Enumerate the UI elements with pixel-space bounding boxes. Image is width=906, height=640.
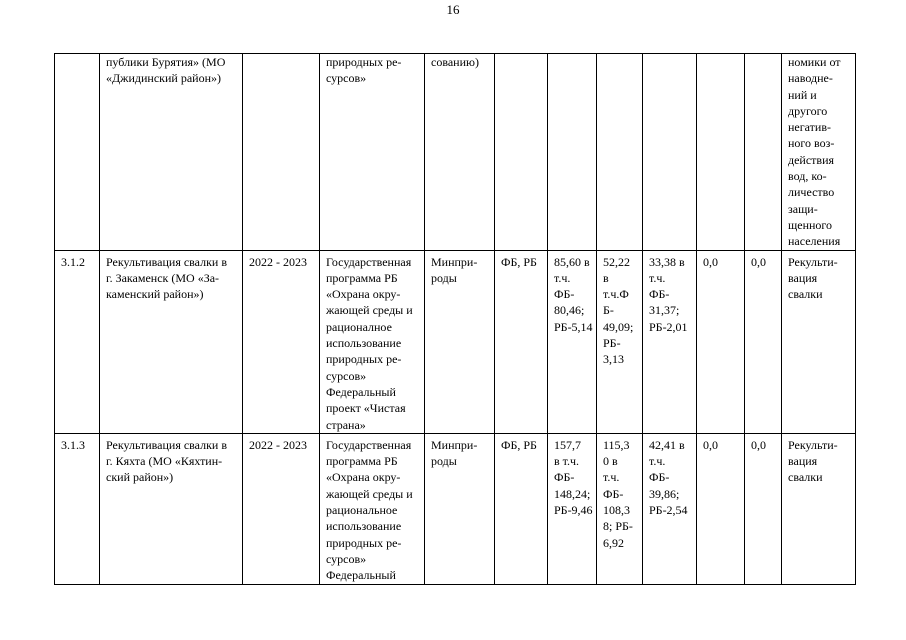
cell-text-line: РБ-5,14: [554, 319, 593, 334]
cell-text-line: 6,92: [603, 535, 624, 550]
cell-text-line: использование: [326, 336, 402, 351]
cell-text-line: свалки: [788, 287, 823, 302]
cell-text: 0,0: [703, 437, 718, 452]
year-3-amount-cell: [697, 54, 745, 251]
funding-source-cell: [495, 433, 548, 584]
cell-text-line: 148,24;: [554, 486, 591, 501]
cell-text-line: Федеральный: [326, 568, 396, 583]
executor-cell: [425, 433, 495, 584]
cell-text-line: программа РБ: [326, 454, 398, 469]
cell-text-line: жающей среды и: [326, 303, 413, 318]
cell-text-line: 31,37;: [649, 303, 680, 318]
cell-text-line: свалки: [788, 470, 823, 485]
cell-text: 2022 - 2023: [249, 254, 307, 269]
funding-source-cell: [495, 54, 548, 251]
cell-text-line: РБ-2,54: [649, 503, 688, 518]
cell-text-line: «Охрана окру-: [326, 287, 401, 302]
program-cell: [320, 54, 425, 251]
total-amount-cell: [548, 54, 597, 251]
table-row: [55, 433, 856, 584]
cell-text-line: 157,7: [554, 437, 581, 452]
item-number-cell: [55, 433, 100, 584]
cell-text-line: Государственная: [326, 254, 412, 269]
cell-text-line: «Джидинский район»): [106, 71, 222, 86]
cell-text-line: природных ре-: [326, 352, 402, 367]
cell-text: 0,0: [751, 254, 766, 269]
cell-text-line: Рекульти-: [788, 254, 838, 269]
cell-text-line: Федеральный: [326, 384, 396, 399]
cell-text-line: в: [603, 270, 609, 285]
cell-text-line: ного воз-: [788, 136, 835, 151]
cell-text-line: действия: [788, 152, 835, 167]
cell-text-line: природных ре-: [326, 535, 402, 550]
cell-text-line: Б-: [603, 303, 614, 318]
cell-text-line: негатив-: [788, 120, 832, 135]
cell-text-line: т.ч.: [649, 270, 666, 285]
cell-text-line: 0 в: [603, 454, 618, 469]
item-name-cell: [100, 433, 243, 584]
cell-text: 0,0: [751, 437, 766, 452]
cell-text: ФБ, РБ: [501, 437, 537, 452]
cell-text-line: сованию): [431, 55, 479, 69]
cell-text-line: проект «Чистая: [326, 401, 406, 416]
cell-text-line: т.ч.Ф: [603, 287, 629, 302]
cell-text-line: жающей среды и: [326, 486, 413, 501]
cell-text-line: РБ-9,46: [554, 503, 593, 518]
cell-text-line: щенного: [788, 217, 833, 232]
cell-text-line: 115,3: [603, 437, 630, 452]
cell-text-line: природных ре-: [326, 55, 402, 69]
cell-text-line: ФБ-: [649, 470, 670, 485]
cell-text-line: РБ-: [603, 336, 621, 351]
period-cell: [243, 250, 320, 433]
program-table: [54, 53, 856, 585]
year-4-amount-cell: [745, 54, 782, 251]
cell-text-line: г. Закаменск (МО «За-: [106, 270, 220, 285]
total-amount-cell: [548, 250, 597, 433]
program-cell: [320, 250, 425, 433]
cell-text-line: вация: [788, 270, 818, 285]
period-cell: [243, 54, 320, 251]
cell-text: 2022 - 2023: [249, 437, 307, 452]
expected-result-cell: [782, 433, 856, 584]
cell-text: 3.1.3: [61, 437, 85, 452]
year-2-amount-cell: [643, 250, 697, 433]
cell-text-line: другого: [788, 103, 828, 118]
cell-text-line: сурсов»: [326, 551, 367, 566]
cell-text-line: населения: [788, 234, 841, 249]
cell-text-line: публики Бурятия» (МО: [106, 55, 226, 69]
cell-text-line: т.ч.: [649, 454, 666, 469]
cell-text-line: 33,38 в: [649, 254, 685, 269]
year-1-amount-cell: [597, 433, 643, 584]
cell-text: 0,0: [703, 254, 718, 269]
cell-text-line: 108,3: [603, 503, 630, 518]
cell-text-line: т.ч.: [554, 270, 571, 285]
executor-cell: [425, 250, 495, 433]
cell-text-line: наводне-: [788, 71, 833, 86]
total-amount-cell: [548, 433, 597, 584]
period-cell: [243, 433, 320, 584]
cell-text-line: Рекульти-: [788, 437, 838, 452]
table-body: [55, 54, 856, 585]
year-1-amount-cell: [597, 250, 643, 433]
cell-text-line: 8; РБ-: [603, 519, 633, 534]
cell-text-line: 42,41 в: [649, 437, 685, 452]
table-row: [55, 250, 856, 433]
cell-text-line: роды: [431, 454, 457, 469]
cell-text-line: РБ-2,01: [649, 319, 688, 334]
cell-text-line: ФБ-: [603, 486, 624, 501]
year-2-amount-cell: [643, 433, 697, 584]
cell-text-line: Рекультивация свалки в: [106, 437, 228, 452]
cell-text: ФБ, РБ: [501, 254, 537, 269]
cell-text-line: 3,13: [603, 352, 624, 367]
cell-text-line: «Охрана окру-: [326, 470, 401, 485]
cell-text-line: ФБ-: [554, 287, 575, 302]
cell-text-line: рационалное: [326, 319, 392, 334]
year-1-amount-cell: [597, 54, 643, 251]
cell-text-line: ний и: [788, 87, 817, 102]
cell-text-line: 39,86;: [649, 486, 680, 501]
cell-text-line: в т.ч.: [554, 454, 580, 469]
cell-text-line: ФБ-: [649, 287, 670, 302]
cell-text-line: 52,22: [603, 254, 630, 269]
cell-text-line: использование: [326, 519, 402, 534]
cell-text-line: сурсов»: [326, 368, 367, 383]
cell-text-line: г. Кяхта (МО «Кяхтин-: [106, 454, 223, 469]
cell-text-line: Минпри-: [431, 437, 478, 452]
cell-text-line: 80,46;: [554, 303, 585, 318]
cell-text-line: личество: [788, 185, 835, 200]
cell-text-line: 49,09;: [603, 319, 634, 334]
funding-source-cell: [495, 250, 548, 433]
cell-text-line: ский район»): [106, 470, 174, 485]
executor-cell: [425, 54, 495, 251]
item-number-cell: [55, 250, 100, 433]
cell-text-line: вация: [788, 454, 818, 469]
cell-text-line: 85,60 в: [554, 254, 590, 269]
year-3-amount-cell: [697, 250, 745, 433]
expected-result-cell: [782, 54, 856, 251]
cell-text-line: т.ч.: [603, 470, 620, 485]
program-cell: [320, 433, 425, 584]
item-name-cell: [100, 54, 243, 251]
cell-text-line: ФБ-: [554, 470, 575, 485]
table-row: [55, 54, 856, 251]
cell-text-line: Минпри-: [431, 254, 478, 269]
item-number-cell: [55, 54, 100, 251]
cell-text: 3.1.2: [61, 254, 85, 269]
cell-text-line: рациональное: [326, 503, 398, 518]
page-number: 16: [446, 2, 460, 17]
cell-text-line: роды: [431, 270, 457, 285]
expected-result-cell: [782, 250, 856, 433]
cell-text-line: Государственная: [326, 437, 412, 452]
year-4-amount-cell: [745, 250, 782, 433]
cell-text-line: страна»: [326, 417, 366, 432]
item-name-cell: [100, 250, 243, 433]
cell-text-line: защи-: [788, 201, 818, 216]
year-2-amount-cell: [643, 54, 697, 251]
year-3-amount-cell: [697, 433, 745, 584]
cell-text-line: программа РБ: [326, 270, 398, 285]
cell-text-line: каменский район»): [106, 287, 204, 302]
cell-text-line: Рекультивация свалки в: [106, 254, 228, 269]
cell-text-line: сурсов»: [326, 71, 367, 86]
year-4-amount-cell: [745, 433, 782, 584]
cell-text-line: вод, ко-: [788, 169, 827, 184]
cell-text-line: номики от: [788, 55, 841, 69]
